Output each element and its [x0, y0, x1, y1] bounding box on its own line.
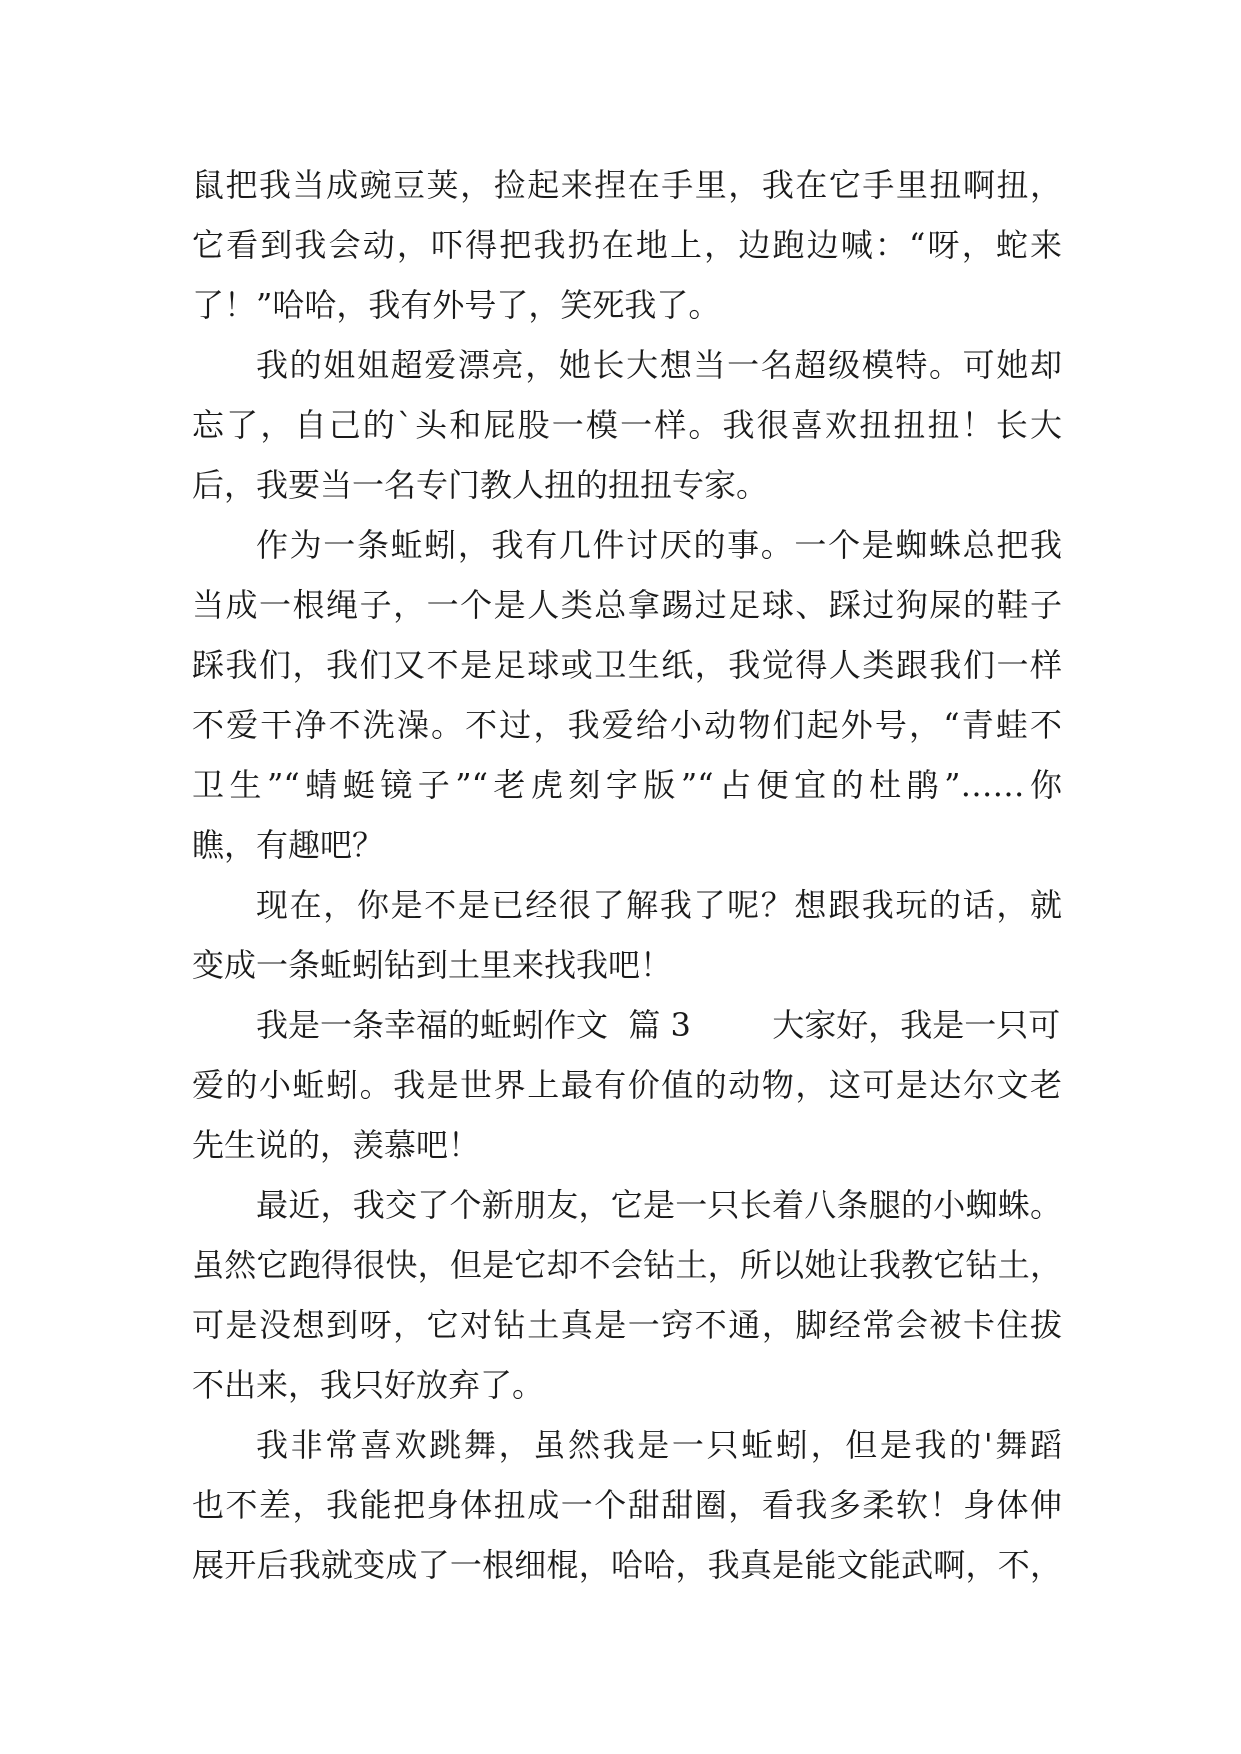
text-line-section-heading: 我是一条幸福的蚯蚓作文 篇 3 大家好，我是一只可 — [256, 1006, 1061, 1044]
text-line: 后，我要当一名专门教人扭的扭扭专家。 — [192, 466, 769, 504]
text-line: 先生说的，羡慕吧！ — [192, 1126, 481, 1164]
text-line: 瞧，有趣吧？ — [192, 826, 385, 864]
text-line: 踩我们，我们又不是足球或卫生纸，我觉得人类跟我们一样 — [192, 646, 1062, 684]
text-line: 我非常喜欢跳舞，虽然我是一只蚯蚓，但是我的'舞蹈 — [256, 1426, 1062, 1464]
text-line: 忘了，自己的`头和屁股一模一样。我很喜欢扭扭扭！长大 — [192, 406, 1062, 444]
text-line: 作为一条蚯蚓，我有几件讨厌的事。一个是蜘蛛总把我 — [256, 526, 1062, 564]
text-line: 可是没想到呀，它对钻土真是一窍不通，脚经常会被卡住拔 — [192, 1306, 1062, 1344]
text-line: 现在，你是不是已经很了解我了呢？想跟我玩的话，就 — [256, 886, 1062, 924]
text-line: 爱的小蚯蚓。我是世界上最有价值的动物，这可是达尔文老 — [192, 1066, 1062, 1104]
text-line: 展开后我就变成了一根细棍，哈哈，我真是能文能武啊，不， — [192, 1546, 1062, 1584]
text-line: 了！”哈哈，我有外号了，笑死我了。 — [192, 286, 721, 324]
text-line: 虽然它跑得很快，但是它却不会钻土，所以她让我教它钻土， — [192, 1246, 1062, 1284]
text-line: 当成一根绳子，一个是人类总拿踢过足球、踩过狗屎的鞋子 — [192, 586, 1062, 624]
text-line: 卫生”“蜻蜓镜子”“老虎刻字版”“占便宜的杜鹃”……你 — [192, 766, 1062, 804]
text-line: 我的姐姐超爱漂亮，她长大想当一名超级模特。可她却 — [256, 346, 1062, 384]
text-line: 也不差，我能把身体扭成一个甜甜圈，看我多柔软！身体伸 — [192, 1486, 1062, 1524]
text-line: 鼠把我当成豌豆荚，捡起来捏在手里，我在它手里扭啊扭， — [192, 166, 1062, 204]
text-line: 不出来，我只好放弃了。 — [192, 1366, 545, 1404]
text-line: 最近，我交了个新朋友，它是一只长着八条腿的小蜘蛛。 — [256, 1186, 1062, 1224]
text-line: 不爱干净不洗澡。不过，我爱给小动物们起外号，“青蛙不 — [192, 706, 1062, 744]
article-body — [192, 155, 1062, 1595]
text-line: 它看到我会动，吓得把我扔在地上，边跑边喊：“呀，蛇来 — [192, 226, 1062, 264]
text-line: 变成一条蚯蚓钻到土里来找我吧！ — [192, 946, 673, 984]
